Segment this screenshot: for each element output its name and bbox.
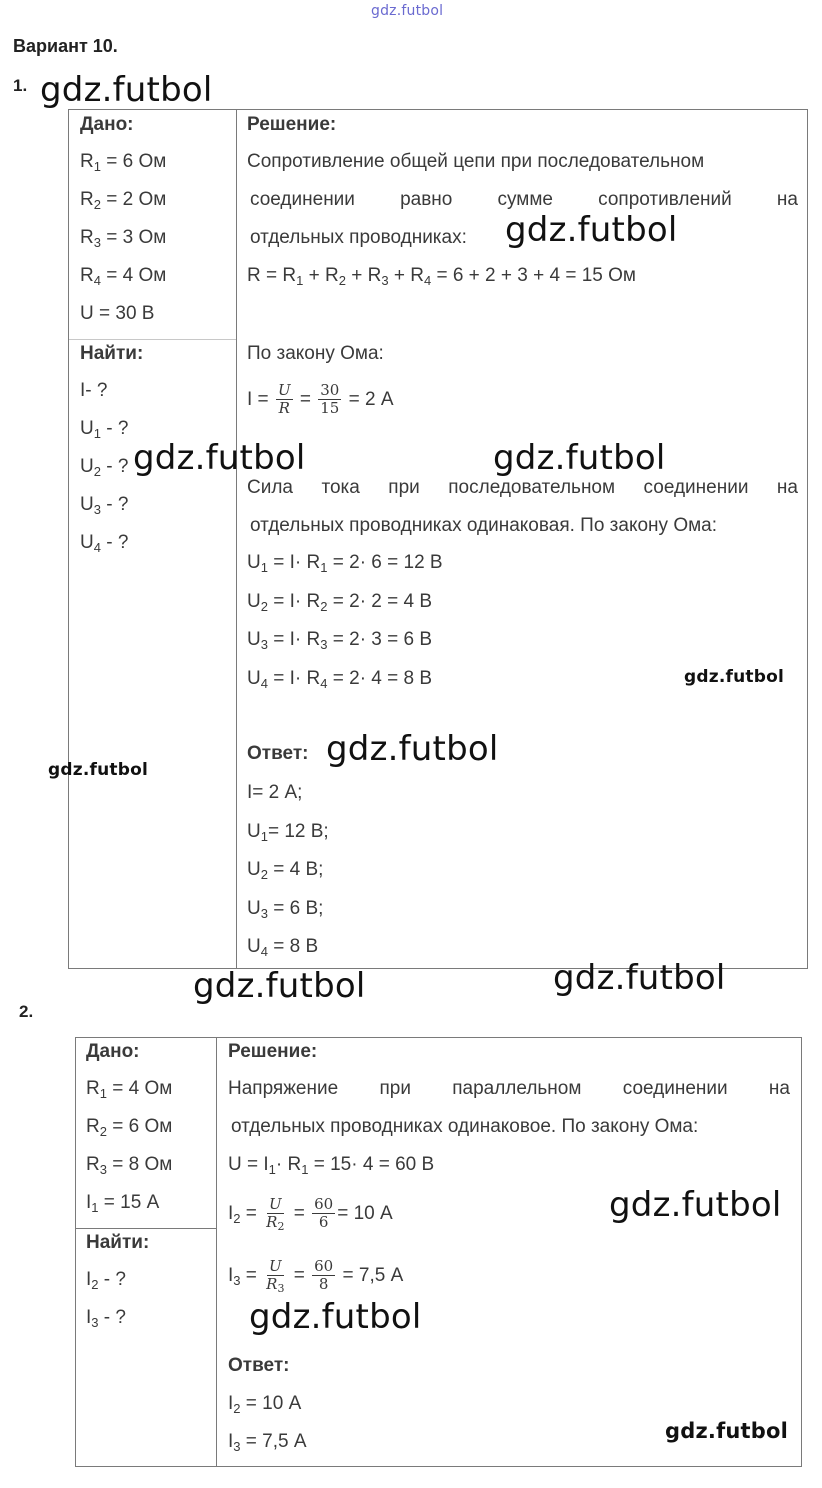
task2-text1-line2: отдельных проводниках одинаковое. По закону Ома: <box>231 1116 699 1137</box>
task1-find-item: $U_3$ - ? <box>80 494 129 517</box>
watermark-9: gdz.futbol <box>553 958 726 998</box>
task2-number: 2. <box>19 1002 34 1021</box>
watermark-6: gdz.futbol <box>326 729 499 769</box>
watermark-2: gdz.futbol <box>505 210 678 250</box>
task2-i3-calc: $I_3$ = $\frac{U}{R_3}$ = $\frac{60}{8}$ = 7,5 А <box>228 1257 404 1296</box>
task1-r-total: $R = R_1 + R_2 + R_3 + R_4 = 6 + 2 + 3 + 4 = 15$ Ом <box>247 265 636 288</box>
task1-u-calc: $U_3 = I\cdot R_3 = 2\cdot 3 = 6$ В <box>247 629 433 652</box>
task1-answer-item: I= 2 А; <box>247 782 303 803</box>
task2-given-header: Дано: <box>86 1041 140 1062</box>
task1-given-header: Дано: <box>80 114 134 135</box>
task1-answer-item: $U_4 = 8$ В <box>247 936 319 959</box>
watermark-12: gdz.futbol <box>665 1419 789 1443</box>
task1-text1-line3: отдельных проводниках: <box>250 227 467 248</box>
task2-find-item: $I_2$ - ? <box>86 1269 126 1292</box>
watermark-1: gdz.futbol <box>40 70 213 110</box>
task2-i2-calc: $I_2$ = $\frac{U}{R_2}$ = $\frac{60}{6}$ = 10 А <box>228 1195 393 1234</box>
task1-text1-line2: соединении равно сумме сопротивлений на <box>250 189 798 210</box>
task1-find-item: $U_2$ - ? <box>80 456 129 479</box>
task1-u-calc: $U_4 = I\cdot R_4 = 2\cdot 4 = 8$ В <box>247 667 433 691</box>
task1-find-item: I- ? <box>80 380 108 401</box>
task2-given-item: $R_2 = 6$ Ом <box>86 1116 173 1139</box>
task1-find-header: Найти: <box>80 343 144 364</box>
task1-i-calc: I = $\frac{U}{R}$ = $\frac{30}{15}$ = 2 А <box>247 381 394 418</box>
task1-find-item: $U_4$ - ? <box>80 532 129 555</box>
task2-given-item: $R_3 = 8$ Ом <box>86 1154 173 1177</box>
task2-find-header: Найти: <box>86 1232 150 1253</box>
watermark-7: gdz.futbol <box>48 760 148 780</box>
task2-solution-header: Решение: <box>228 1041 318 1062</box>
watermark-3: gdz.futbol <box>133 438 306 478</box>
watermark-4: gdz.futbol <box>493 438 666 478</box>
task1-u-calc: $U_2 = I\cdot R_2 = 2\cdot 2 = 4$ В <box>247 590 433 614</box>
task1-u-calc: $U_1 = I\cdot R_1 = 2\cdot 6 = 12$ В <box>247 552 443 575</box>
watermark-5: gdz.futbol <box>684 667 784 687</box>
task1-number: 1. <box>13 76 28 95</box>
task2-given-item: $R_1 = 4$ Ом <box>86 1078 173 1101</box>
task1-answer-item: $U_2 = 4$ В; <box>247 859 324 882</box>
watermark-11: gdz.futbol <box>249 1297 422 1337</box>
task1-find-item: $U_1$ - ? <box>80 418 129 441</box>
task1-given-item: $R_4 = 4$ Ом <box>80 265 167 288</box>
task1-text2-line2: отдельных проводниках одинаковая. По закону Ома: <box>250 515 718 536</box>
task1-answer-item: $U_1= 12$ В; <box>247 820 329 844</box>
task1-solution-header: Решение: <box>247 114 337 135</box>
variant-title: Вариант 10. <box>13 36 118 56</box>
task2-find-item: $I_3$ - ? <box>86 1307 126 1330</box>
watermark-10: gdz.futbol <box>609 1185 782 1225</box>
task2-answer-item: $I_2 = 10$ А <box>228 1393 302 1416</box>
task2-table <box>75 1037 802 1467</box>
task2-answer-item: $I_3 = 7,5$ А <box>228 1431 307 1454</box>
task2-answer-header: Ответ: <box>228 1355 290 1376</box>
task2-u-calc: $U = I_1\cdot R_1 = 15\cdot 4 = 60$ В <box>228 1154 435 1177</box>
task1-given-item: $R_1 = 6$ Ом <box>80 151 167 174</box>
watermark-8: gdz.futbol <box>193 966 366 1006</box>
task1-given-item: U = 30 В <box>80 303 155 324</box>
task1-answer-item: $U_3 = 6$ В; <box>247 897 324 921</box>
watermark-top: gdz.futbol <box>371 3 444 19</box>
task1-given-item: $R_3 = 3$ Ом <box>80 227 167 250</box>
task1-ohm-law: По закону Ома: <box>247 343 384 364</box>
task2-text1-line1: Напряжение при параллельном соединении на <box>228 1078 790 1099</box>
task1-text1-line1: Сопротивление общей цепи при последовательном <box>247 151 705 172</box>
task2-given-item: $I_1 = 15$ А <box>86 1192 160 1215</box>
task1-text2-line1: Сила тока при последовательном соединении на <box>247 477 798 498</box>
task1-answer-header: Ответ: <box>247 743 309 764</box>
task1-given-item: $R_2 = 2$ Ом <box>80 189 167 212</box>
